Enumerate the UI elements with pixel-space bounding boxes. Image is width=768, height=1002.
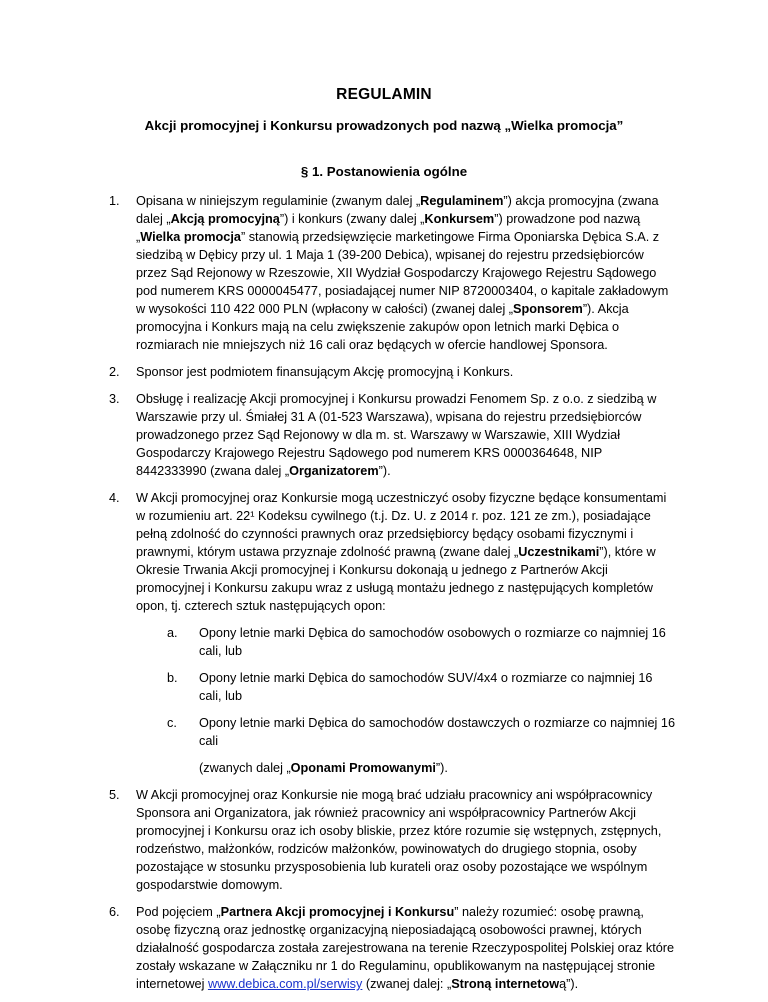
paragraph-number: 2. — [109, 365, 120, 379]
paragraph-4: 4. W Akcji promocyjnej oraz Konkursie mogą uczestniczyć osoby fizyczne będące konsumentami w rozumieniu art. 22¹ Kodeksu cywilnego (t.j. Dz. U. z 2014 r. poz. 121 ze zm.), posiadające pełną zdolność do czynności prawnych oraz przedsiębiorcy będący osobami fizycznymi i prawnymi, którym ustawa przyznaje zdolność prawną (zwane dalej „Uczestnikami”), które w Okresie Trwania Akcji promocyjnej i Konkursu dokonają u jednego z Partnerów Akcji promocyjnej i Konkursu zakupu wraz z usługą montażu jednego z następujących kompletów opon, tj. czterech sztuk następujących opon: a. Opony letnie marki Dębica do samochodów osobowych o rozmiarze co najmniej 16 cali, lub b. Opony letnie marki Dębica do samochodów SUV/4x4 o rozmiarze co najmniej 16 cali, lub c. Opony letnie marki Dębica do samochodów dostawczych o rozmiarze co najmniej 16 cali (zwanych dalej „Oponami Promowanymi”). — [109, 491, 676, 775]
paragraph-number: 6. — [109, 905, 120, 919]
paragraph-2: 2. Sponsor jest podmiotem finansującym Akcję promocyjną i Konkurs. — [109, 365, 514, 379]
paragraph-6: 6. Pod pojęciem „Partnera Akcji promocyjnej i Konkursu” należy rozumieć: osobę prawną, osobę fizyczną oraz jednostkę organizacyjną nieposiadającą osobowości prawnej, których działalność gospodarcza została zarejestrowana na terenie Rzeczypospolitej Polskiej oraz które zostały wskazane w Załączniku nr 1 do Regulaminu, opublikowanym na następującej stronie internetowej www.debica.com.pl/serwisy (zwanej dalej: „Stroną internetową”). — [109, 905, 675, 991]
list-item: b. Opony letnie marki Dębica do samochodów SUV/4x4 o rozmiarze co najmniej 16 cali, lub — [167, 671, 653, 703]
document-subtitle: Akcji promocyjnej i Konkursu prowadzonych pod nazwą „Wielka promocja” — [144, 118, 624, 133]
paragraph-number: 4. — [109, 491, 120, 505]
paragraph-5: 5. W Akcji promocyjnej oraz Konkursie nie mogą brać udziału pracownicy ani współpracownicy Sponsora ani Organizatora, jak również pracownicy ani współpracownicy Partnerów Akcji promocyjnej i Konkursu oraz ich osoby bliskie, przez które rozumie się wstępnych, zstępnych, rodzeństwo, małżonków, rodziców małżonków, powinowatych do drugiego stopnia, osoby pozostające w stosunku przysposobienia lub kurateli oraz osoby pozostające we wspólnym gospodarstwie domowym. — [109, 788, 662, 892]
paragraph-number: 1. — [109, 194, 120, 208]
list-item: a. Opony letnie marki Dębica do samochodów osobowych o rozmiarze co najmniej 16 cali, lub — [167, 626, 666, 658]
list-item: c. Opony letnie marki Dębica do samochodów dostawczych o rozmiarze co najmniej 16 cali — [167, 716, 676, 748]
paragraph-3: 3. Obsługę i realizację Akcji promocyjnej i Konkursu prowadzi Fenomem Sp. z o.o. z siedzibą w Warszawie przy ul. Śmiałej 31 A (01-523 Warszawa), wpisana do rejestru przedsiębiorców prowadzonego przez Sąd Rejonowy w dla m. st. Warszawy w Warszawie, XIII Wydział Gospodarczy Krajowego Rejestru Sądowego pod numerem KRS 0000364648, NIP 8442333990 (zwana dalej „Organizatorem”). — [109, 392, 657, 478]
promoted-tires-note: (zwanych dalej „Oponami Promowanymi”). — [199, 761, 448, 775]
paragraph-1: 1. Opisana w niniejszym regulaminie (zwanym dalej „Regulaminem”) akcja promocyjna (zwana dalej „Akcją promocyjną”) i konkurs (zwany dalej „Konkursem”) prowadzone pod nazwą „Wielka promocja” stanowią przedsięwzięcie marketingowe Firma Oponiarska Dębica S.A. z siedzibą w Dębicy przy ul. 1 Maja 1 (39-200 Debica), wpisanej do rejestru przedsiębiorców przez Sąd Rejonowy w Rzeszowie, XII Wydział Gospodarczy Krajowego Rejestru Sądowego pod numerem KRS 0000045477, posiadającej numer NIP 8720003404, o kapitale zakładowym w wysokości 110 422 000 PLN (wpłacony w całości) (zwanej dalej „Sponsorem”). Akcja promocyjna i Konkurs mają na celu zwiększenie zakupów opon letnich marki Dębica o rozmiarach nie mniejszych niż 16 cali oraz będących w ofercie handlowej Sponsora. — [109, 194, 669, 352]
paragraph-number: 5. — [109, 788, 120, 802]
tire-options-list — [136, 624, 675, 777]
paragraph-number: 3. — [109, 392, 120, 406]
website-link[interactable]: www.debica.com.pl/serwisy — [207, 977, 363, 991]
document-title: REGULAMIN — [336, 86, 432, 103]
section-heading: § 1. Postanowienia ogólne — [300, 164, 468, 179]
paragraph-list — [109, 192, 675, 1002]
